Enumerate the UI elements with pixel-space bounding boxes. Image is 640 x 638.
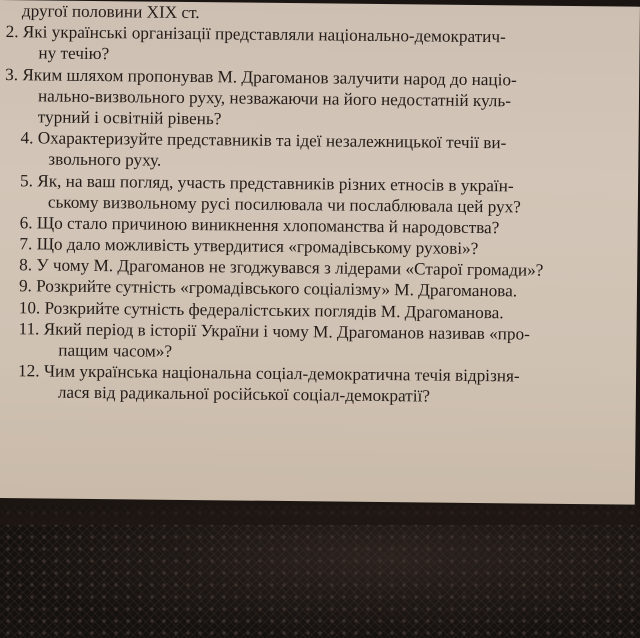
question-line: 7. Що дало можливість утвердитися «громадівському руховi»?: [19, 234, 479, 259]
question-line: пащим часом»?: [58, 340, 173, 361]
question-line: ському визвольному русі посилювала чи послаблювала цей рух?: [47, 192, 521, 217]
question-line: 9. Розкрийте сутність «громадівського соціалізму» М. Драгоманова.: [18, 276, 518, 301]
question-line: 11. Який період в історії України і чому М. Драгоманов називав «про-: [18, 319, 530, 344]
question-line: 6. Що стало причиною виникнення хлопоманства й народовства?: [19, 213, 500, 238]
question-line: 2. Які українські організації представляли національно-демократич-: [5, 22, 506, 47]
question-line: лася від радикальної російської соціал-демократії?: [57, 383, 431, 406]
question-line: 10. Розкрийте сутність федералістських поглядів М. Драгоманова.: [18, 297, 504, 322]
question-line: 4. Охарактеризуйте представників та ідеї незалежницької течії ви-: [20, 128, 507, 153]
question-line: другої половини XIX ст.: [21, 1, 200, 23]
question-line: звольного руху.: [48, 149, 162, 171]
question-list: [2, 0, 632, 409]
question-line: ну течію?: [38, 43, 110, 64]
question-line: турний і освітній рівень?: [37, 107, 222, 129]
question-line: 12. Чим українська національна соціал-демократична течія відрізня-: [18, 361, 520, 386]
question-line: нально-визвольного руху, незважаючи на його недостатній куль-: [37, 86, 512, 111]
question-line: 3. Яким шляхом пропонував М. Драгоманов залучити народ до націо-: [5, 64, 517, 89]
question-line: 8. У чому М. Драгоманов не згоджувався з лідерами «Старої громади»?: [19, 255, 544, 280]
question-line: 5. Як, на ваш погляд, участь представників різних етносів в україн-: [20, 170, 514, 195]
